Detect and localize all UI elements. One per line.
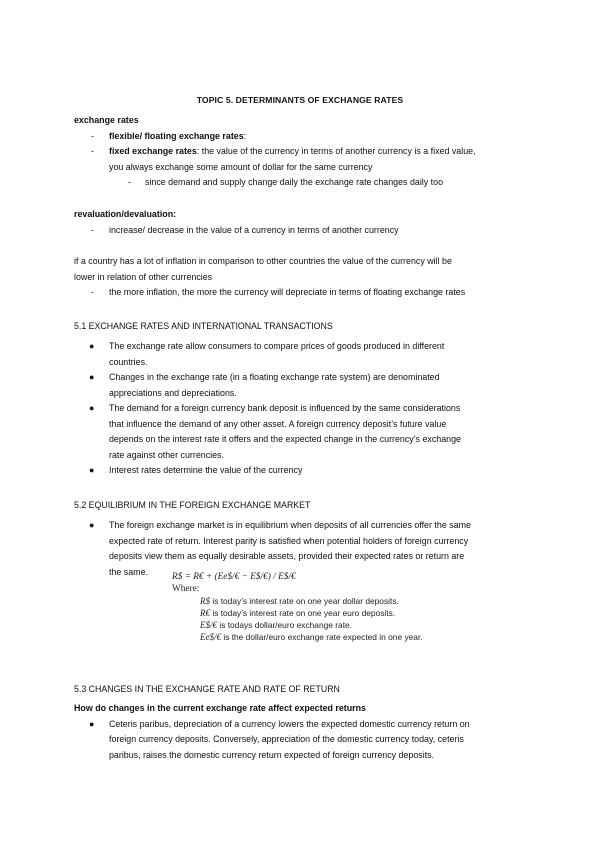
fixed-label: fixed exchange rates	[109, 146, 197, 156]
formula-equation: R$ = R€ + (Ee$/€ − E$/€) / E$/€	[172, 572, 296, 582]
list-item	[74, 285, 530, 301]
flexible-label: flexible/ floating exchange rates	[109, 130, 244, 141]
formula-definition: R$ is today’s interest rate on one year dollar deposits.	[200, 596, 399, 606]
list-item	[74, 339, 530, 370]
exchange-rates-heading: exchange rates	[74, 115, 139, 125]
fixed-text-1: : the value of the currency in terms of another currency is a fixed value,	[196, 146, 476, 156]
bullet-line: rate against other currencies.	[109, 449, 224, 460]
section-5-1-list	[74, 339, 530, 479]
dash-marker: -	[91, 224, 94, 235]
list-item	[74, 370, 530, 401]
section-5-3-block	[74, 701, 530, 763]
list-item	[74, 223, 530, 239]
list-item	[74, 401, 530, 463]
list-item	[74, 144, 530, 160]
bullet-line: Changes in the exchange rate (in a floating exchange rate system) are denominated	[109, 372, 440, 382]
bullet-line: expected rate of return. Interest parity is satisfied when potential holders of foreign currency	[109, 535, 469, 546]
formula-where-label: Where:	[172, 584, 200, 594]
bullet-marker: ●	[89, 403, 95, 413]
bullet-line: Interest rates determine the value of the currency	[109, 465, 303, 475]
bullet-marker: ●	[89, 372, 95, 382]
list-item	[74, 175, 530, 191]
bullet-marker: ●	[89, 341, 95, 351]
bullet-line: The exchange rate allow consumers to compare prices of goods produced in different	[109, 341, 445, 351]
revaluation-heading: revaluation/devaluation:	[74, 209, 177, 219]
formula-definition: Ee$/€ is the dollar/euro exchange rate expected in one year.	[200, 632, 423, 642]
section-5-3-subheading: How do changes in the current exchange rate affect expected returns	[74, 703, 366, 713]
dash-marker: -	[91, 130, 94, 141]
revaluation-item: increase/ decrease in the value of a currency in terms of another currency	[109, 224, 399, 235]
formula-definition: R€ is today’s interest rate on one year euro deposits.	[200, 608, 396, 618]
inflation-item: the more inflation, the more the currency will depreciate in terms of floating exchange rates	[109, 287, 466, 297]
page-title: TOPIC 5. DETERMINANTS OF EXCHANGE RATES	[196, 95, 404, 105]
list-item	[74, 717, 530, 764]
bullet-marker: ●	[89, 465, 95, 475]
exchange-rates-block	[74, 113, 530, 191]
section-5-1-heading: 5.1 EXCHANGE RATES AND INTERNATIONAL TRANSACTIONS	[74, 321, 333, 331]
bullet-line: depends on the interest rate it offers and the expected change in the currency’s exchange	[109, 434, 461, 444]
sub-item-text: since demand and supply change daily the exchange rate changes daily too	[145, 177, 444, 187]
bullet-line: paribus, raises the domestic currency return expected of foreign currency deposits.	[109, 749, 435, 760]
bullet-line: The demand for a foreign currency bank deposit is influenced by the same considerations	[109, 403, 461, 413]
inflation-block	[74, 254, 530, 301]
bullet-line: countries.	[109, 356, 148, 367]
section-5-2-heading: 5.2 EQUILIBRIUM IN THE FOREIGN EXCHANGE MARKET	[74, 500, 311, 510]
dash-marker: -	[128, 177, 131, 187]
bullet-line: deposits view them as equally desirable assets, provided their expected rates or return are	[109, 551, 465, 561]
dash-marker: -	[91, 146, 94, 156]
list-item	[74, 463, 530, 479]
inflation-line-2: lower in relation of other currencies	[74, 271, 213, 282]
bullet-line: that influence the demand of any other asset. A foreign currency deposit’s future value	[109, 418, 447, 429]
bullet-line: appreciations and depreciations.	[109, 387, 237, 398]
bullet-marker: ●	[89, 520, 95, 530]
revaluation-block	[74, 207, 530, 238]
bullet-marker: ●	[89, 718, 95, 729]
section-5-3-heading: 5.3 CHANGES IN THE EXCHANGE RATE AND RATE OF RETURN	[74, 684, 340, 694]
dash-marker: -	[91, 287, 94, 297]
flexible-colon: :	[243, 130, 247, 141]
inflation-line-1: if a country has a lot of inflation in comparison to other countries the value of the currency will be	[74, 256, 452, 266]
fixed-text-2: you always exchange some amount of dollar for the same currency	[109, 161, 373, 172]
bullet-line: Ceteris paribus, depreciation of a currency lowers the expected domestic currency return on	[109, 718, 470, 729]
bullet-line: foreign currency deposits. Conversely, appreciation of the domestic currency today, ceteris	[109, 734, 464, 744]
formula-definition: E$/€ is todays dollar/euro exchange rate.	[200, 620, 353, 630]
bullet-line: The foreign exchange market is in equilibrium when deposits of all currencies offer the same	[109, 520, 471, 530]
list-item	[74, 129, 530, 145]
bullet-line: the same.	[109, 566, 148, 577]
interest-parity-formula	[172, 571, 462, 643]
